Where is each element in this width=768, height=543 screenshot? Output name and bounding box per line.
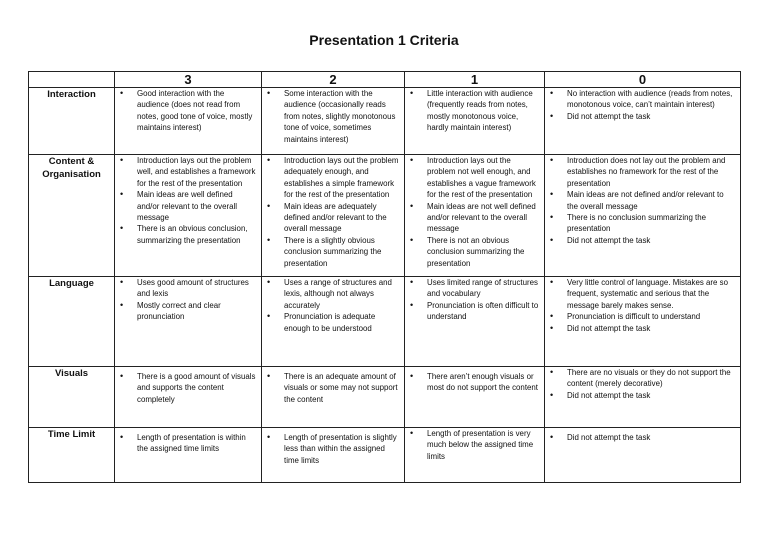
score-1-cell bbox=[405, 88, 545, 155]
score-header-3: 3 bbox=[115, 72, 262, 88]
descriptor-list bbox=[115, 371, 261, 405]
score-2-cell bbox=[262, 367, 405, 428]
descriptor-list bbox=[115, 88, 261, 134]
descriptor-item: • Uses a range of structures and lexis, although not always accurately bbox=[265, 277, 400, 311]
descriptor-list bbox=[545, 277, 740, 334]
descriptor-list bbox=[545, 432, 740, 443]
score-2-cell bbox=[262, 277, 405, 367]
criterion-label: Visuals bbox=[29, 367, 115, 428]
score-2-cell bbox=[262, 155, 405, 277]
descriptor-list bbox=[545, 367, 740, 401]
descriptor-item: • Little interaction with audience (frequently reads from notes, mostly monotonous voice, hardly maintain interest) bbox=[408, 88, 540, 134]
descriptor-list bbox=[405, 428, 544, 462]
descriptor-list bbox=[262, 432, 404, 466]
descriptor-list bbox=[262, 88, 404, 145]
descriptor-list bbox=[405, 277, 544, 323]
score-1-cell bbox=[405, 367, 545, 428]
score-1-cell bbox=[405, 155, 545, 277]
descriptor-item: • Very little control of language. Mistakes are so frequent, systematic and serious that the message barely makes sense. bbox=[548, 277, 736, 311]
descriptor-item: • Good interaction with the audience (does not read from notes, good tone of voice, mostly maintains interest) bbox=[118, 88, 257, 134]
score-header-2: 2 bbox=[262, 72, 405, 88]
descriptor-item: • Mostly correct and clear pronunciation bbox=[118, 300, 257, 323]
descriptor-list bbox=[115, 277, 261, 323]
score-0-cell bbox=[545, 367, 741, 428]
criterion-row-visuals bbox=[29, 367, 741, 428]
descriptor-item: • Length of presentation is within the assigned time limits bbox=[118, 432, 257, 455]
descriptor-item: • Did not attempt the task bbox=[548, 390, 736, 401]
descriptor-item: • Introduction lays out the problem not well enough, and establishes a vague framework for the rest of the presentation bbox=[408, 155, 540, 201]
descriptor-item: • Length of presentation is slightly less than within the assigned time limits bbox=[265, 432, 400, 466]
corner-cell bbox=[29, 72, 115, 88]
descriptor-item: • Uses good amount of structures and lexis bbox=[118, 277, 257, 300]
descriptor-list bbox=[262, 277, 404, 334]
descriptor-item: • Pronunciation is difficult to understand bbox=[548, 311, 736, 322]
descriptor-item: • Did not attempt the task bbox=[548, 323, 736, 334]
descriptor-item: • Introduction lays out the problem well, and establishes a framework for the rest of the presentation bbox=[118, 155, 257, 189]
score-3-cell bbox=[115, 88, 262, 155]
score-0-cell bbox=[545, 155, 741, 277]
descriptor-list bbox=[545, 155, 740, 246]
descriptor-item: • There is a good amount of visuals and supports the content completely bbox=[118, 371, 257, 405]
descriptor-item: • Did not attempt the task bbox=[548, 235, 736, 246]
criterion-row-content-organisation bbox=[29, 155, 741, 277]
score-3-cell bbox=[115, 277, 262, 367]
score-1-cell bbox=[405, 277, 545, 367]
score-2-cell bbox=[262, 88, 405, 155]
descriptor-item: • Uses limited range of structures and vocabulary bbox=[408, 277, 540, 300]
descriptor-item: • No interaction with audience (reads from notes, monotonous voice, can’t maintain interest) bbox=[548, 88, 736, 111]
score-header-row bbox=[29, 72, 741, 88]
criteria-table bbox=[28, 71, 741, 483]
score-3-cell bbox=[115, 367, 262, 428]
score-header-1: 1 bbox=[405, 72, 545, 88]
score-3-cell bbox=[115, 155, 262, 277]
criterion-label: Content & Organisation bbox=[29, 155, 115, 277]
descriptor-item: • There are no visuals or they do not support the content (merely decorative) bbox=[548, 367, 736, 390]
descriptor-list bbox=[405, 371, 544, 394]
criterion-label: Time Limit bbox=[29, 428, 115, 483]
score-3-cell bbox=[115, 428, 262, 483]
criterion-row-interaction bbox=[29, 88, 741, 155]
criterion-row-language bbox=[29, 277, 741, 367]
descriptor-item: • Main ideas are not defined and/or relevant to the overall message bbox=[548, 189, 736, 212]
descriptor-item: • There is an adequate amount of visuals or some may not support the content bbox=[265, 371, 400, 405]
descriptor-list bbox=[545, 88, 740, 122]
descriptor-item: • Some interaction with the audience (occasionally reads from notes, slightly monotonous tone of voice, sometimes maintains interest) bbox=[265, 88, 400, 145]
descriptor-item: • Main ideas are not well defined and/or relevant to the overall message bbox=[408, 201, 540, 235]
descriptor-list bbox=[262, 371, 404, 405]
descriptor-item: • Main ideas are adequately defined and/or relevant to the overall message bbox=[265, 201, 400, 235]
descriptor-item: • There is an obvious conclusion, summarizing the presentation bbox=[118, 223, 257, 246]
descriptor-list bbox=[115, 155, 261, 246]
descriptor-item: • Introduction does not lay out the problem and establishes no framework for the rest of the presentation bbox=[548, 155, 736, 189]
descriptor-list bbox=[405, 88, 544, 134]
score-0-cell bbox=[545, 277, 741, 367]
descriptor-item: • There is a slightly obvious conclusion summarizing the presentation bbox=[265, 235, 400, 269]
criterion-row-time-limit bbox=[29, 428, 741, 483]
descriptor-list bbox=[115, 432, 261, 455]
criterion-label: Interaction bbox=[29, 88, 115, 155]
score-header-0: 0 bbox=[545, 72, 741, 88]
descriptor-item: • There aren’t enough visuals or most do not support the content bbox=[408, 371, 540, 394]
score-2-cell bbox=[262, 428, 405, 483]
descriptor-item: • Length of presentation is very much below the assigned time limits bbox=[408, 428, 540, 462]
descriptor-item: • Pronunciation is often difficult to understand bbox=[408, 300, 540, 323]
descriptor-item: • Introduction lays out the problem adequately enough, and establishes a simple framework for the rest of the presentation bbox=[265, 155, 400, 201]
document-title: Presentation 1 Criteria bbox=[309, 32, 459, 48]
descriptor-item: • Main ideas are well defined and/or relevant to the overall message bbox=[118, 189, 257, 223]
score-0-cell bbox=[545, 88, 741, 155]
descriptor-item: • Did not attempt the task bbox=[548, 432, 736, 443]
criterion-label: Language bbox=[29, 277, 115, 367]
descriptor-item: • Pronunciation is adequate enough to be understood bbox=[265, 311, 400, 334]
score-1-cell bbox=[405, 428, 545, 483]
descriptor-item: • There is not an obvious conclusion summarizing the presentation bbox=[408, 235, 540, 269]
descriptor-item: • There is no conclusion summarizing the presentation bbox=[548, 212, 736, 235]
descriptor-list bbox=[405, 155, 544, 269]
descriptor-item: • Did not attempt the task bbox=[548, 111, 736, 122]
score-0-cell bbox=[545, 428, 741, 483]
descriptor-list bbox=[262, 155, 404, 269]
